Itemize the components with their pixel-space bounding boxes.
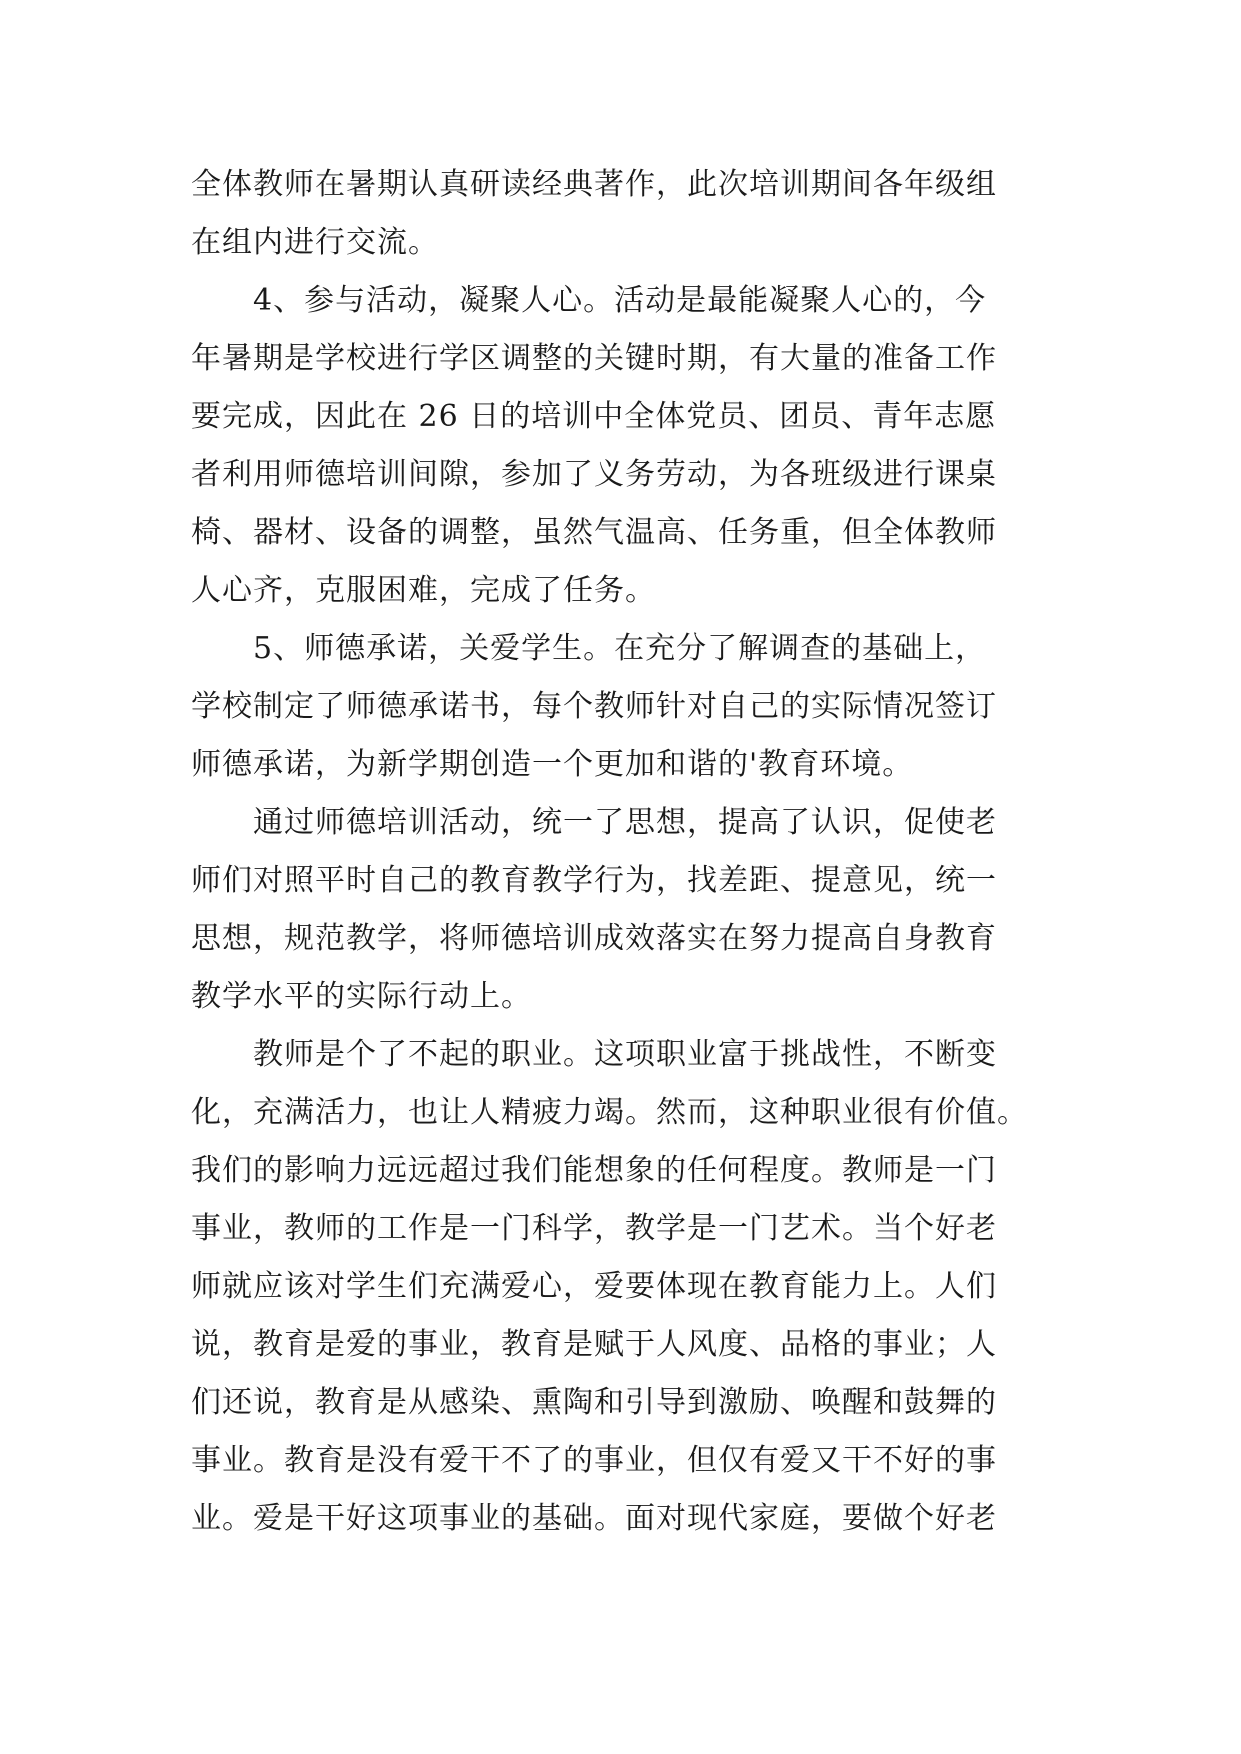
text-line: 师德承诺，为新学期创造一个更加和谐的'教育环境。 <box>191 747 914 782</box>
text-line: 5、师德承诺，关爱学生。在充分了解调查的基础上， <box>191 631 987 666</box>
text-line: 教学水平的实际行动上。 <box>191 979 532 1014</box>
text-line: 师就应该对学生们充满爱心，爱要体现在教育能力上。人们 <box>191 1269 997 1304</box>
text-line: 人心齐，克服困难，完成了任务。 <box>191 573 656 608</box>
text-line: 们还说，教育是从感染、熏陶和引导到激励、唤醒和鼓舞的 <box>191 1385 997 1420</box>
text-line: 学校制定了师德承诺书，每个教师针对自己的实际情况签订 <box>191 689 997 724</box>
text-line: 年暑期是学校进行学区调整的关键时期，有大量的准备工作 <box>191 341 997 376</box>
text-line: 教师是个了不起的职业。这项职业富于挑战性，不断变 <box>191 1037 997 1072</box>
text-line: 思想，规范教学，将师德培训成效落实在努力提高自身教育 <box>191 921 997 956</box>
text-line: 我们的影响力远远超过我们能想象的任何程度。教师是一门 <box>191 1153 997 1188</box>
text-line: 者利用师德培训间隙，参加了义务劳动，为各班级进行课桌 <box>191 457 997 492</box>
text-line: 通过师德培训活动，统一了思想，提高了认识，促使老 <box>191 805 997 840</box>
text-line: 师们对照平时自己的教育教学行为，找差距、提意见，统一 <box>191 863 997 898</box>
text-line: 全体教师在暑期认真研读经典著作，此次培训期间各年级组 <box>191 167 997 202</box>
text-line: 事业，教师的工作是一门科学，教学是一门艺术。当个好老 <box>191 1211 997 1246</box>
text-line: 说，教育是爱的事业，教育是赋于人风度、品格的事业；人 <box>191 1327 997 1362</box>
body-text <box>191 156 1051 1548</box>
text-line: 椅、器材、设备的调整，虽然气温高、任务重，但全体教师 <box>191 515 997 550</box>
text-line: 要完成，因此在 26 日的培训中全体党员、团员、青年志愿 <box>191 399 997 434</box>
text-line: 化，充满活力，也让人精疲力竭。然而，这种职业很有价值。 <box>191 1095 1028 1130</box>
text-line: 业。爱是干好这项事业的基础。面对现代家庭，要做个好老 <box>191 1501 997 1536</box>
text-line: 4、参与活动，凝聚人心。活动是最能凝聚人心的，今 <box>191 283 987 318</box>
text-line: 在组内进行交流。 <box>191 225 439 260</box>
text-line: 事业。教育是没有爱干不了的事业，但仅有爱又干不好的事 <box>191 1443 997 1478</box>
